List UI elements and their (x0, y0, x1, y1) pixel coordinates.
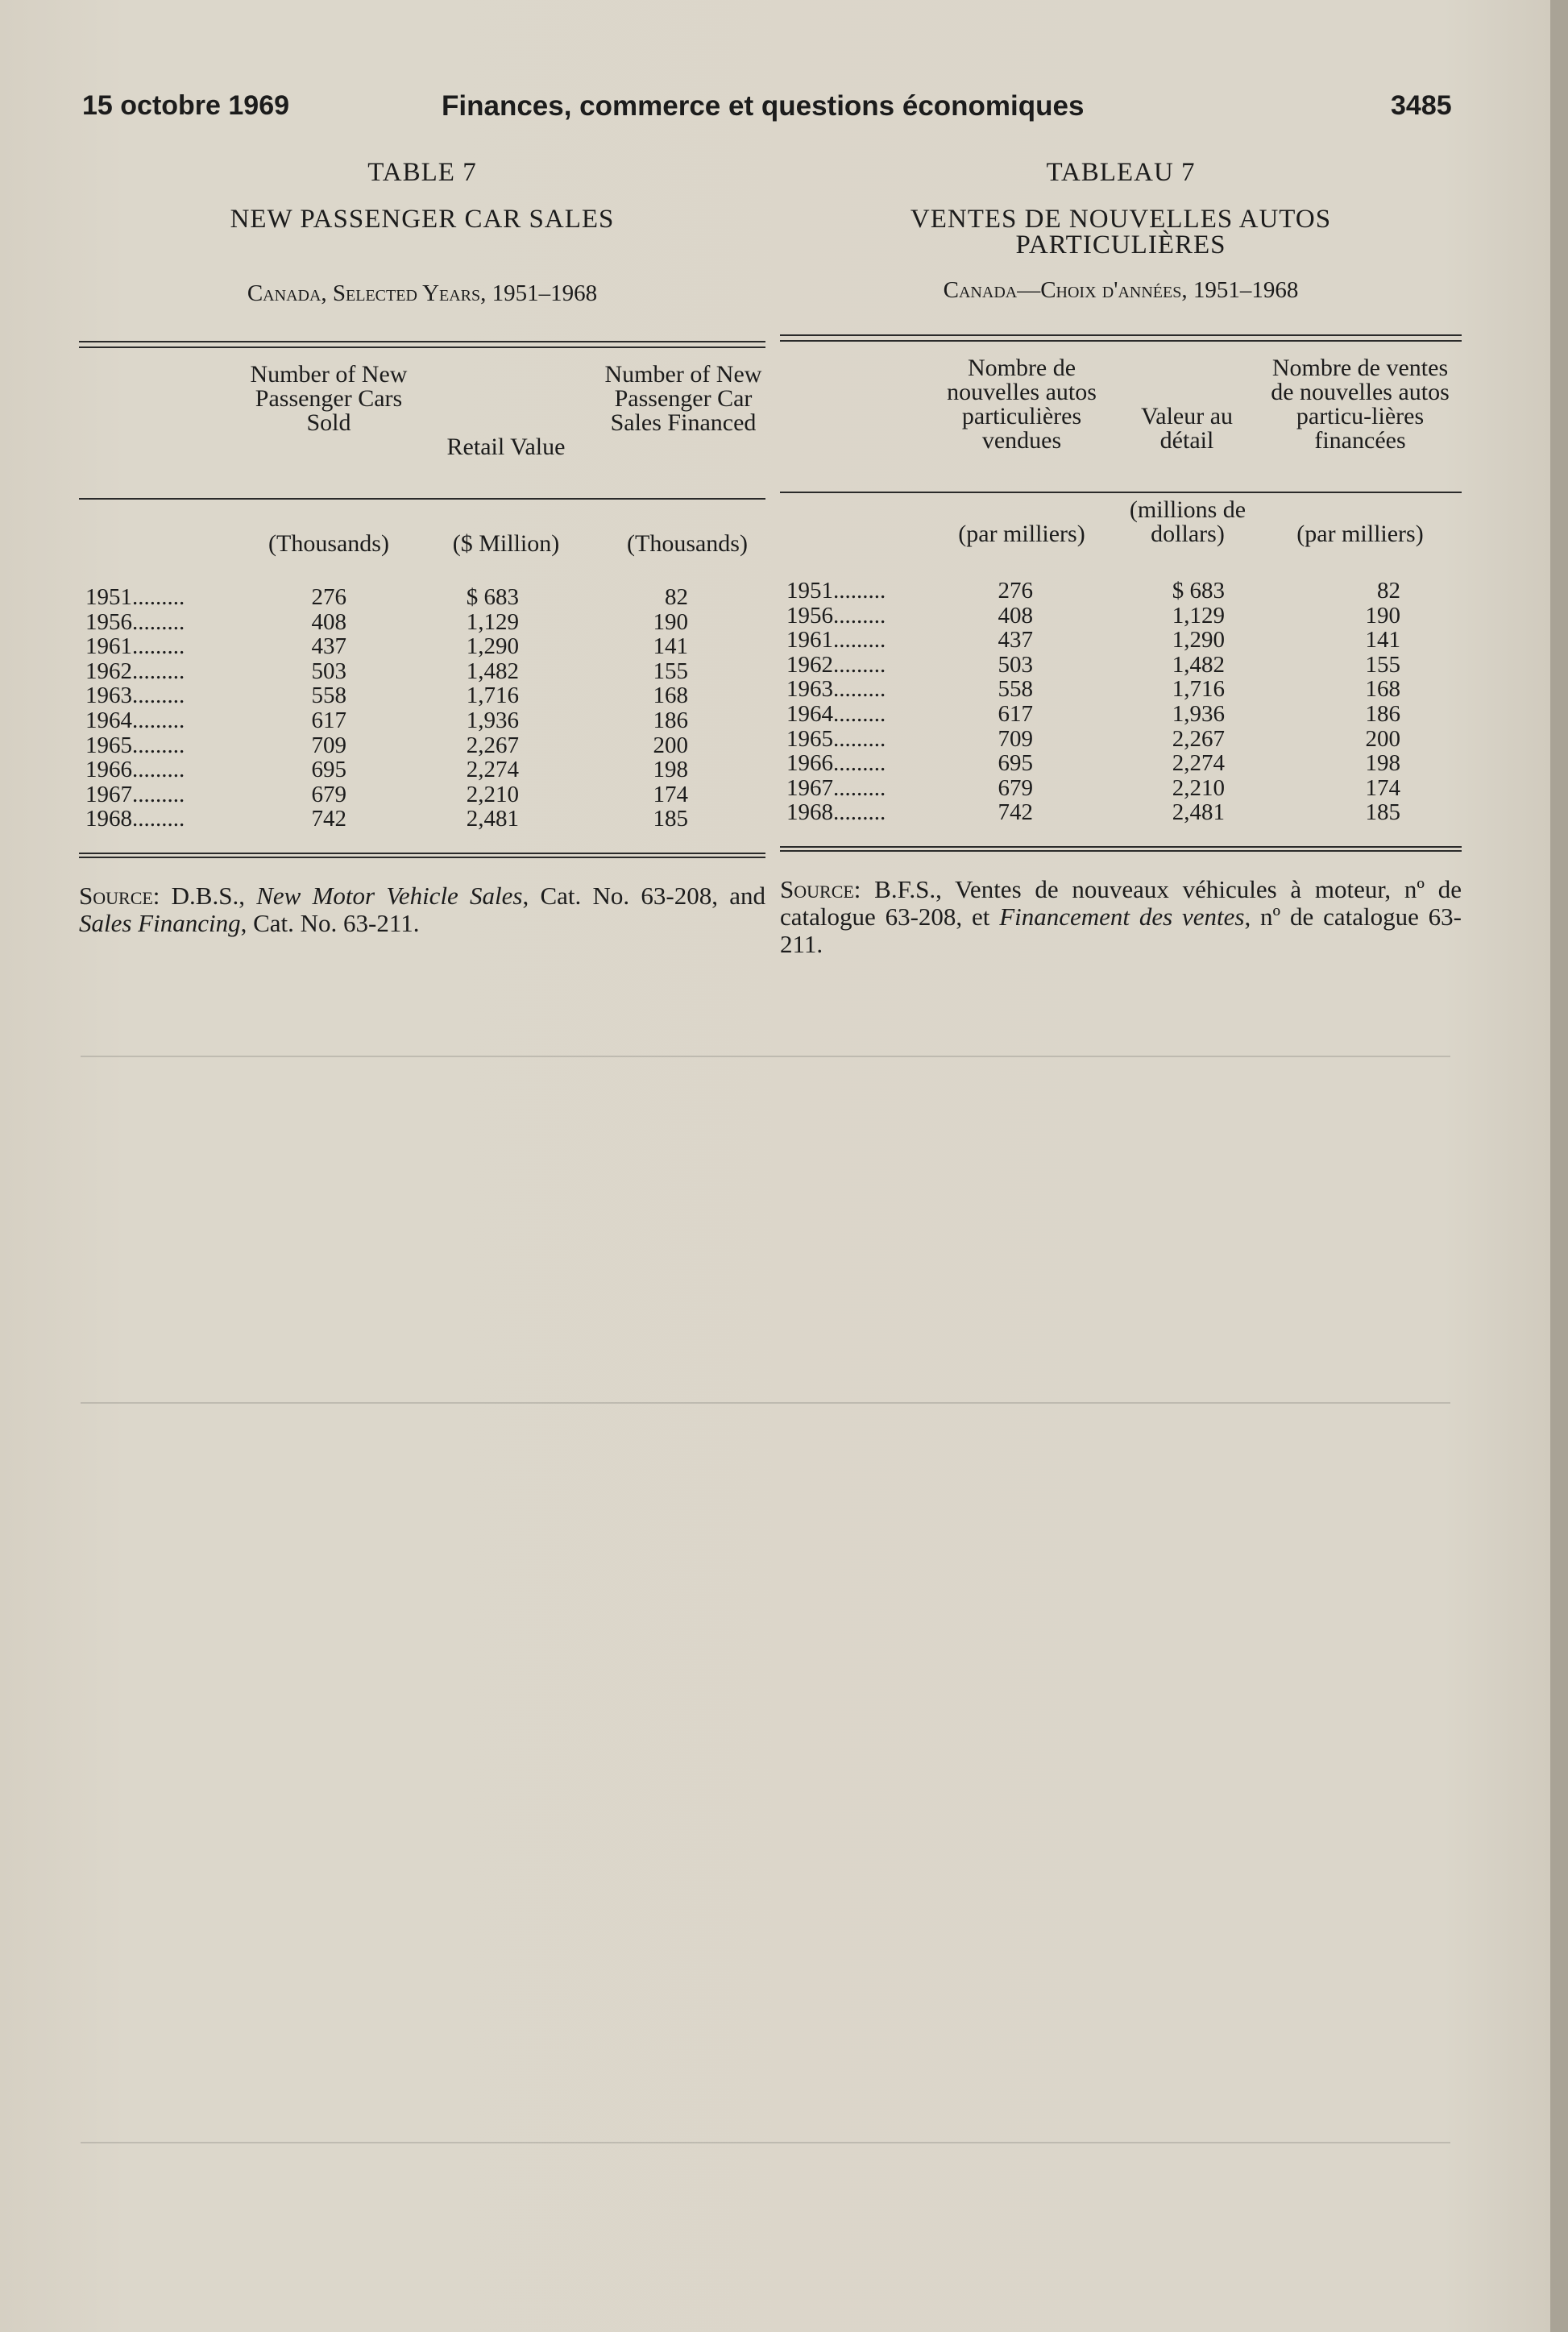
table-subtitle: Canada, Selected Years, 1951–1968 (247, 280, 598, 306)
year-cell: 1965......... (85, 732, 185, 758)
source-note (79, 882, 765, 937)
retail-value-cell: 1,936 (1172, 700, 1225, 727)
year-cell: 1967......... (85, 781, 185, 807)
cars-sold-cell: 709 (311, 732, 346, 758)
table-row (780, 776, 1462, 801)
retail-value-cell: 1,936 (466, 707, 519, 733)
financed-cell: 168 (653, 683, 688, 709)
financed-cell: 155 (1365, 651, 1400, 678)
units-row (780, 493, 1462, 561)
table-body (79, 585, 765, 832)
retail-value-cell: 1,290 (466, 633, 519, 660)
table-header (79, 348, 765, 498)
table-row (780, 653, 1462, 678)
financed-cell: 186 (653, 707, 688, 733)
retail-value-cell: 2,274 (466, 757, 519, 783)
cars-sold-cell: 437 (311, 633, 346, 660)
financed-cell: 82 (665, 584, 688, 610)
year-cell: 1963......... (85, 683, 185, 709)
units-financed: (par milliers) (1296, 521, 1424, 547)
table-row (79, 659, 765, 684)
financed-cell: 141 (1365, 627, 1400, 654)
units-financed: (Thousands) (627, 530, 748, 557)
year-cell: 1962......... (85, 658, 185, 684)
cars-sold-cell: 679 (998, 774, 1033, 801)
cars-sold-cell: 408 (311, 608, 346, 635)
page-edge (1550, 0, 1568, 2332)
financed-cell: 185 (653, 806, 688, 832)
table-label: TABLE 7 (367, 158, 477, 187)
cars-sold-cell: 695 (311, 757, 346, 783)
cars-sold-cell: 695 (998, 750, 1033, 777)
table-bottom-rule (780, 846, 1462, 852)
table-row (79, 807, 765, 832)
running-head-date: 15 octobre 1969 (82, 90, 290, 121)
cars-sold-cell: 503 (311, 658, 346, 684)
year-cell: 1965......... (786, 725, 886, 752)
year-cell: 1964......... (85, 707, 185, 733)
financed-cell: 190 (1365, 602, 1400, 629)
units-retail-value: (millions de dollars) (1129, 496, 1247, 547)
financed-cell: 198 (1365, 750, 1400, 777)
header-financed: Nombre de ventes de nouvelles autos particu-lières financées (1271, 355, 1450, 454)
table-row (79, 634, 765, 659)
retail-value-cell: 1,716 (1172, 676, 1225, 703)
financed-cell: 141 (653, 633, 688, 660)
source-text: , nº de catalogue 63-211. (780, 902, 1462, 958)
header-retail-value: Retail Value (446, 434, 566, 460)
show-through-rule (81, 1056, 1450, 1057)
source-publication: Financement des ventes (999, 902, 1245, 931)
table-subtitle: Canada—Choix d'années, 1951–1968 (943, 277, 1299, 303)
table-top-rule (780, 334, 1462, 342)
year-cell: 1962......... (786, 651, 886, 678)
source-label: Source: (79, 881, 160, 910)
show-through-rule (81, 1402, 1450, 1404)
retail-value-cell: 2,267 (1172, 725, 1225, 752)
financed-cell: 174 (1365, 774, 1400, 801)
financed-cell: 190 (653, 608, 688, 635)
retail-value-cell: 1,129 (466, 608, 519, 635)
year-cell: 1968......... (85, 806, 185, 832)
cars-sold-cell: 709 (998, 725, 1033, 752)
table-label: TABLEAU 7 (1046, 158, 1196, 187)
retail-value-cell: 2,481 (1172, 799, 1225, 826)
year-cell: 1956......... (85, 608, 185, 635)
table-row (79, 708, 765, 733)
source-label: Source: (780, 874, 861, 903)
retail-value-cell: 1,482 (1172, 651, 1225, 678)
table-row (79, 782, 765, 807)
table-top-rule (79, 341, 765, 348)
cars-sold-cell: 503 (998, 651, 1033, 678)
source-text: B.F.S., Ventes de nouveaux véhicules à moteur, nº de catalogue 63-208, et (780, 874, 1462, 931)
units-cars-sold: (par milliers) (958, 521, 1085, 547)
retail-value-cell: 1,482 (466, 658, 519, 684)
table-title: NEW PASSENGER CAR SALES (230, 205, 615, 234)
table-row (780, 751, 1462, 776)
table-row (79, 733, 765, 758)
year-cell: 1961......... (786, 627, 886, 654)
units-row (79, 500, 765, 567)
source-text: D.B.S., (160, 881, 257, 910)
table-row (79, 683, 765, 708)
retail-value-cell: $ 683 (1172, 578, 1225, 604)
year-cell: 1964......... (786, 700, 886, 727)
financed-cell: 185 (1365, 799, 1400, 826)
table-header (780, 342, 1462, 492)
header-cars-sold: Nombre de nouvelles autos particulières vendues (947, 355, 1097, 454)
source-publication: Sales Financing (79, 908, 241, 937)
running-head (0, 90, 1568, 131)
cars-sold-cell: 558 (311, 683, 346, 709)
cars-sold-cell: 742 (998, 799, 1033, 826)
financed-cell: 198 (653, 757, 688, 783)
year-cell: 1968......... (786, 799, 886, 826)
cars-sold-cell: 617 (311, 707, 346, 733)
table-row (780, 628, 1462, 653)
running-head-title: Finances, commerce et questions économiques (442, 90, 1085, 122)
retail-value-cell: 2,210 (1172, 774, 1225, 801)
table-title: VENTES DE NOUVELLES AUTOS PARTICULIÈRES (910, 205, 1332, 259)
year-cell: 1966......... (786, 750, 886, 777)
retail-value-cell: 2,481 (466, 806, 519, 832)
financed-cell: 174 (653, 781, 688, 807)
source-publication: New Motor Vehicle Sales (256, 881, 523, 910)
source-text: , Cat. No. 63-211. (240, 908, 420, 937)
table-row (780, 604, 1462, 629)
table-row (780, 579, 1462, 604)
table-body (780, 579, 1462, 825)
year-cell: 1961......... (85, 633, 185, 660)
header-cars-sold: Number of New Passenger Cars Sold (250, 361, 408, 436)
table-row (780, 727, 1462, 752)
cars-sold-cell: 679 (311, 781, 346, 807)
financed-cell: 82 (1377, 578, 1400, 604)
units-retail-value: ($ Million) (452, 530, 560, 557)
retail-value-cell: 1,129 (1172, 602, 1225, 629)
show-through-rule (81, 2142, 1450, 2143)
financed-cell: 200 (1365, 725, 1400, 752)
cars-sold-cell: 617 (998, 700, 1033, 727)
table-row (780, 800, 1462, 825)
financed-cell: 168 (1365, 676, 1400, 703)
financed-cell: 155 (653, 658, 688, 684)
retail-value-cell: 1,716 (466, 683, 519, 709)
year-cell: 1963......... (786, 676, 886, 703)
header-retail-value: Valeur au détail (1140, 403, 1234, 454)
english-table-column (79, 158, 765, 937)
financed-cell: 186 (1365, 700, 1400, 727)
cars-sold-cell: 276 (998, 578, 1033, 604)
year-cell: 1951......... (786, 578, 886, 604)
french-table-column (780, 158, 1462, 958)
retail-value-cell: 2,267 (466, 732, 519, 758)
year-cell: 1956......... (786, 602, 886, 629)
page-number: 3485 (1391, 90, 1452, 121)
table-row (79, 610, 765, 635)
table-row (780, 702, 1462, 727)
year-cell: 1967......... (786, 774, 886, 801)
table-bottom-rule (79, 853, 765, 858)
financed-cell: 200 (653, 732, 688, 758)
header-financed: Number of New Passenger Car Sales Financed (604, 361, 762, 436)
cars-sold-cell: 437 (998, 627, 1033, 654)
table-row (780, 677, 1462, 702)
year-cell: 1951......... (85, 584, 185, 610)
cars-sold-cell: 558 (998, 676, 1033, 703)
units-cars-sold: (Thousands) (268, 530, 389, 557)
source-note (780, 876, 1462, 958)
cars-sold-cell: 408 (998, 602, 1033, 629)
retail-value-cell: 2,210 (466, 781, 519, 807)
cars-sold-cell: 742 (311, 806, 346, 832)
retail-value-cell: $ 683 (466, 584, 519, 610)
retail-value-cell: 2,274 (1172, 750, 1225, 777)
cars-sold-cell: 276 (311, 584, 346, 610)
source-text: , Cat. No. 63-208, and (522, 881, 765, 910)
table-row (79, 757, 765, 782)
retail-value-cell: 1,290 (1172, 627, 1225, 654)
table-row (79, 585, 765, 610)
year-cell: 1966......... (85, 757, 185, 783)
